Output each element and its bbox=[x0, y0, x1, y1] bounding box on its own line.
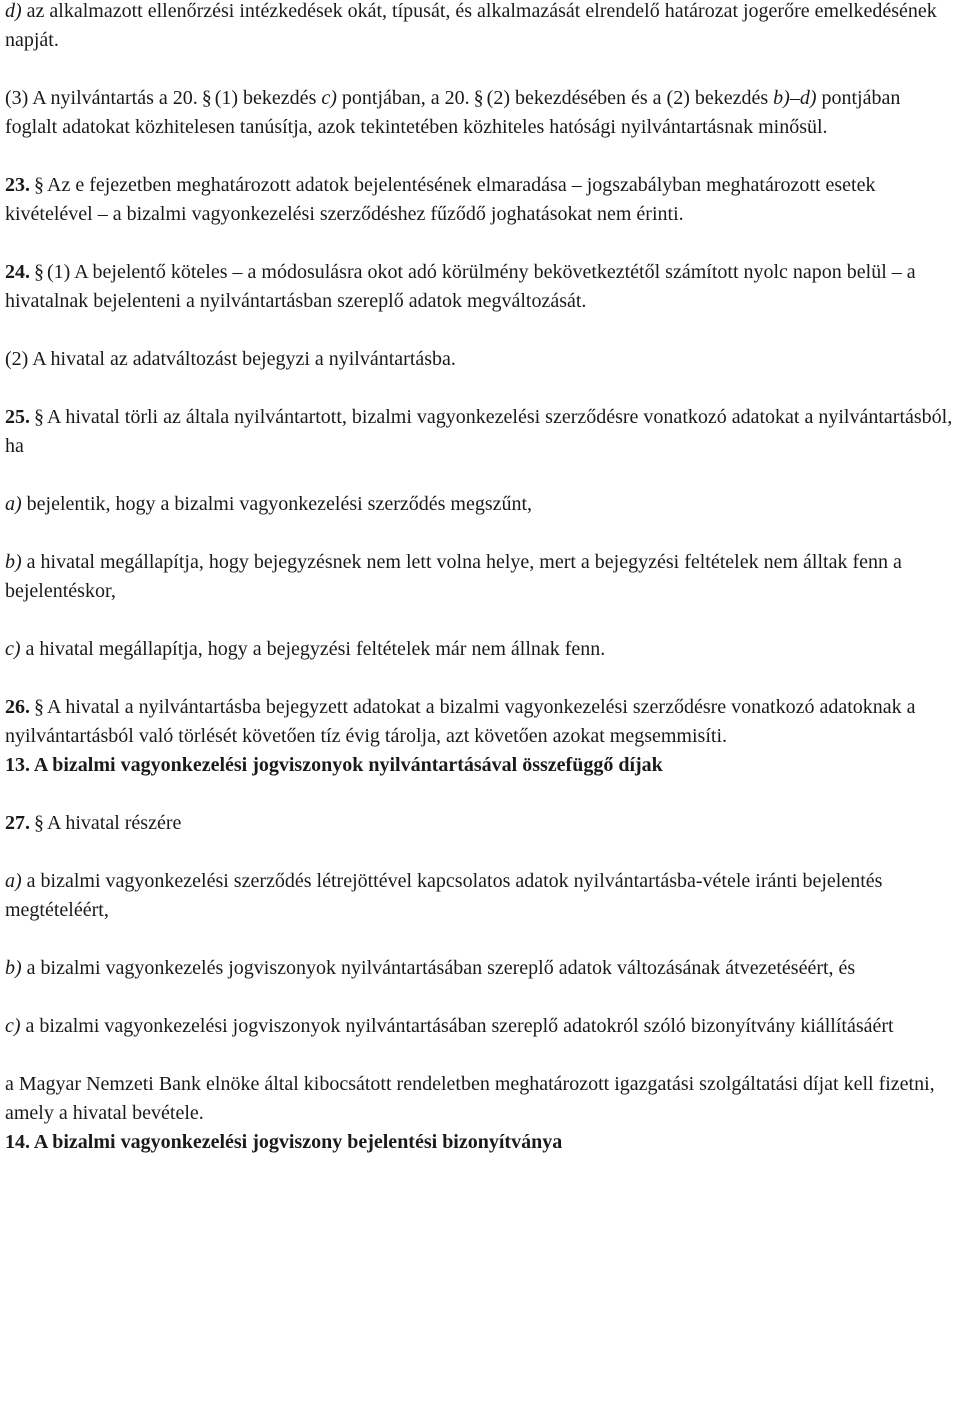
paragraph-27-c bbox=[5, 1012, 955, 1041]
paragraph-text: az alkalmazott ellenőrzési intézkedések okát, típusát, és alkalmazását elrendelő határozat jogerőre emelkedésének napját. bbox=[5, 0, 937, 51]
paragraph-text: A hivatal törli az általa nyilvántartott, bizalmi vagyonkezelési szerződésre vonatkozó adatokat a nyilvántartásból, ha bbox=[5, 406, 953, 457]
italic-ref: b)–d) bbox=[773, 87, 817, 109]
paragraph-23 bbox=[5, 171, 955, 229]
chapter-heading-13: 13. A bizalmi vagyonkezelési jogviszonyok nyilvántartásával összefüggő díjak bbox=[5, 754, 663, 776]
paragraph-text: pontjában, a 20. bbox=[336, 87, 470, 109]
paragraph-27-closing bbox=[5, 1070, 955, 1128]
paragraph-text: a Magyar Nemzeti Bank elnöke által kibocsátott rendeletben meghatározott igazgatási szolgáltatási díjat kell fizetni, amely a hivatal bevétele. bbox=[5, 1073, 935, 1124]
paragraph-27 bbox=[5, 809, 955, 838]
section-sign: § bbox=[34, 406, 44, 428]
paragraph-text: A hivatal részére bbox=[47, 812, 182, 834]
item-letter: b) bbox=[5, 551, 22, 573]
italic-ref: c) bbox=[321, 87, 337, 109]
paragraph-text: (2) bekezdésében és a (2) bekezdés bbox=[486, 87, 774, 109]
paragraph-24-2 bbox=[5, 345, 955, 374]
paragraph-25-a bbox=[5, 490, 955, 519]
section-sign: § bbox=[34, 261, 44, 283]
paragraph-text: Az e fejezetben meghatározott adatok bejelentésének elmaradása – jogszabályban meghatározott esetek kivételével – a bizalmi vagyonkezelési szerződéshez fűződő joghatásokat nem érinti. bbox=[5, 174, 876, 225]
chapter-heading-14: 14. A bizalmi vagyonkezelési jogviszony bejelentési bizonyítványa bbox=[5, 1131, 563, 1153]
section-number: 24. bbox=[5, 261, 30, 283]
section-number: 27. bbox=[5, 812, 30, 834]
paragraph-text: (1) A bejelentő köteles – a módosulásra okot adó körülmény bekövetkeztétől számított nyolc napon belül – a hivatalnak bejelenteni a nyilvántartásban szereplő adatok megváltozását. bbox=[5, 261, 916, 312]
section-sign: § bbox=[473, 87, 484, 109]
section-sign: § bbox=[34, 696, 44, 718]
item-letter: a) bbox=[5, 870, 22, 892]
paragraph-text: (1) bekezdés bbox=[214, 87, 322, 109]
section-number: 23. bbox=[5, 174, 30, 196]
item-letter: a) bbox=[5, 493, 22, 515]
paragraph-text: a bizalmi vagyonkezelés jogviszonyok nyilvántartásában szereplő adatok változásának átvezetéséért, és bbox=[21, 957, 856, 979]
paragraph-text: a hivatal megállapítja, hogy a bejegyzési feltételek már nem állnak fenn. bbox=[20, 638, 606, 660]
paragraph-26 bbox=[5, 693, 955, 751]
section-number: 25. bbox=[5, 406, 30, 428]
item-letter: c) bbox=[5, 1015, 21, 1037]
paragraph-24-1 bbox=[5, 258, 955, 316]
section-sign: § bbox=[34, 174, 44, 196]
paragraph-22-3 bbox=[5, 84, 955, 142]
paragraph-text: a bizalmi vagyonkezelési szerződés létrejöttével kapcsolatos adatok nyilvántartásba-vétele iránti bejelentés megtételéért, bbox=[5, 870, 883, 921]
item-letter: b) bbox=[5, 957, 22, 979]
paragraph-27-b bbox=[5, 954, 955, 983]
paragraph-text: (3) A nyilvántartás a 20. bbox=[5, 87, 198, 109]
paragraph-text: a hivatal megállapítja, hogy bejegyzésnek nem lett volna helye, mert a bejegyzési feltételek nem álltak fenn a bejelentéskor, bbox=[5, 551, 902, 602]
paragraph-text: pontjában foglalt adatokat közhitelesen tanúsítja, azok tekintetében közhiteles hatósági nyilvántartásnak minősül. bbox=[5, 87, 901, 138]
paragraph-27-a bbox=[5, 867, 955, 925]
paragraph-text: (2) A hivatal az adatváltozást bejegyzi a nyilvántartásba. bbox=[5, 348, 456, 370]
document-page bbox=[5, 0, 955, 1157]
item-letter: d) bbox=[5, 0, 22, 22]
paragraph-text: A hivatal a nyilvántartásba bejegyzett adatokat a bizalmi vagyonkezelési szerződésre vonatkozó adatoknak a nyilvántartásból való törlését követően tíz évig tárolja, azt követően azokat megsemmisíti. bbox=[5, 696, 916, 747]
paragraph-25 bbox=[5, 403, 955, 461]
paragraph-text: a bizalmi vagyonkezelési jogviszonyok nyilvántartásában szereplő adatokról szóló bizonyítvány kiállításáért bbox=[20, 1015, 894, 1037]
paragraph-text: bejelentik, hogy a bizalmi vagyonkezelési szerződés megszűnt, bbox=[21, 493, 533, 515]
paragraph-25-b bbox=[5, 548, 955, 606]
paragraph-25-c bbox=[5, 635, 955, 664]
item-letter: c) bbox=[5, 638, 21, 660]
section-number: 26. bbox=[5, 696, 30, 718]
section-sign: § bbox=[201, 87, 212, 109]
paragraph-22-3d bbox=[5, 0, 955, 55]
section-sign: § bbox=[34, 812, 44, 834]
